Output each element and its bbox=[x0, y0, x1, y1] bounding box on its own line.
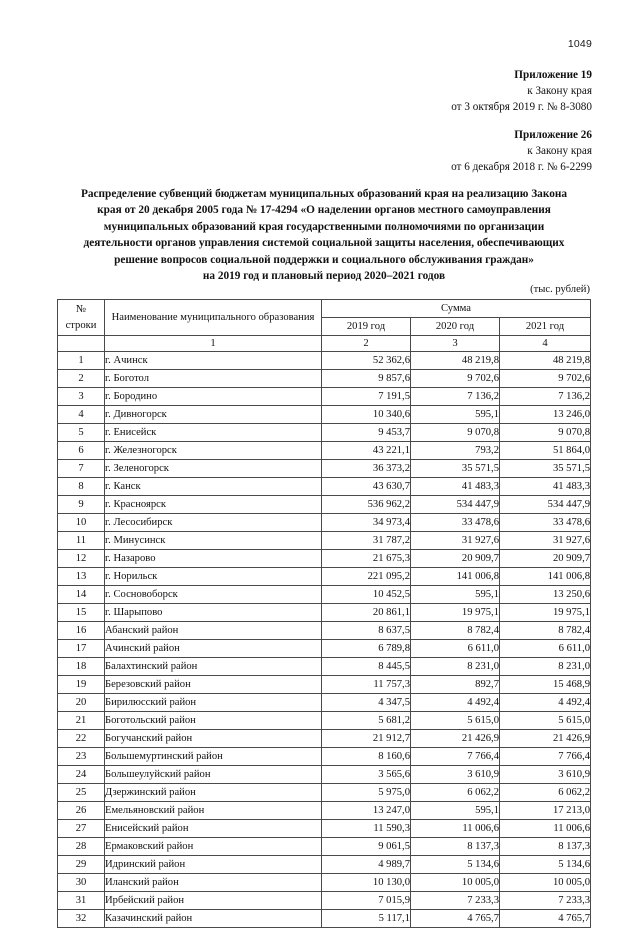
cell-amount-2019: 9 061,5 bbox=[322, 838, 411, 856]
table-row bbox=[58, 784, 591, 802]
title-line: Распределение субвенций бюджетам муниципальных образований края на реализацию Закона bbox=[80, 188, 567, 200]
cell-row-number: 10 bbox=[58, 514, 105, 532]
cell-row-number: 14 bbox=[58, 586, 105, 604]
cell-amount-2020: 8 231,0 bbox=[411, 658, 500, 676]
cell-municipality-name: Идринский район bbox=[105, 856, 322, 874]
cell-amount-2019: 7 015,9 bbox=[322, 892, 411, 910]
cell-municipality-name: г. Канск bbox=[105, 478, 322, 496]
cell-municipality-name: г. Енисейск bbox=[105, 424, 322, 442]
column-header-row-number bbox=[58, 300, 105, 336]
table-row bbox=[58, 802, 591, 820]
appendix-law-line: к Закону края bbox=[527, 144, 592, 157]
table-row bbox=[58, 820, 591, 838]
cell-amount-2019: 52 362,6 bbox=[322, 352, 411, 370]
cell-amount-2020: 8 137,3 bbox=[411, 838, 500, 856]
cell-amount-2021: 8 231,0 bbox=[500, 658, 591, 676]
cell-amount-2019: 8 637,5 bbox=[322, 622, 411, 640]
cell-amount-2020: 793,2 bbox=[411, 442, 500, 460]
cell-amount-2021: 20 909,7 bbox=[500, 550, 591, 568]
title-line: решение вопросов социальной поддержки и социального обслуживания граждан» bbox=[114, 253, 534, 266]
cell-amount-2020: 595,1 bbox=[411, 406, 500, 424]
cell-amount-2019: 34 973,4 bbox=[322, 514, 411, 532]
cell-municipality-name: Большеулуйский район bbox=[105, 766, 322, 784]
column-header-summa: Сумма bbox=[322, 300, 591, 318]
table-row bbox=[58, 730, 591, 748]
cell-amount-2019: 5 681,2 bbox=[322, 712, 411, 730]
cell-row-number: 21 bbox=[58, 712, 105, 730]
cell-row-number: 31 bbox=[58, 892, 105, 910]
cell-amount-2019: 10 130,0 bbox=[322, 874, 411, 892]
cell-municipality-name: г. Ачинск bbox=[105, 352, 322, 370]
cell-row-number: 25 bbox=[58, 784, 105, 802]
column-header-year-2020: 2020 год bbox=[411, 318, 500, 336]
appendix-title: Приложение 19 bbox=[514, 69, 592, 81]
cell-municipality-name: г. Бородино bbox=[105, 388, 322, 406]
cell-amount-2020: 4 492,4 bbox=[411, 694, 500, 712]
cell-row-number: 32 bbox=[58, 910, 105, 928]
cell-amount-2020: 19 975,1 bbox=[411, 604, 500, 622]
units-note: (тыс. рублей) bbox=[530, 284, 590, 295]
appendix-law-line: к Закону края bbox=[527, 84, 592, 97]
cell-row-number: 7 bbox=[58, 460, 105, 478]
cell-amount-2019: 5 117,1 bbox=[322, 910, 411, 928]
cell-municipality-name: Боготольский район bbox=[105, 712, 322, 730]
cell-amount-2020: 9 070,8 bbox=[411, 424, 500, 442]
cell-amount-2021: 17 213,0 bbox=[500, 802, 591, 820]
cell-municipality-name: г. Дивногорск bbox=[105, 406, 322, 424]
column-number-0 bbox=[58, 336, 105, 352]
cell-amount-2020: 6 611,0 bbox=[411, 640, 500, 658]
cell-municipality-name: Енисейский район bbox=[105, 820, 322, 838]
cell-amount-2019: 9 453,7 bbox=[322, 424, 411, 442]
cell-row-number: 22 bbox=[58, 730, 105, 748]
cell-row-number: 12 bbox=[58, 550, 105, 568]
table-row bbox=[58, 460, 591, 478]
column-numbering-row bbox=[58, 336, 591, 352]
cell-amount-2019: 11 757,3 bbox=[322, 676, 411, 694]
cell-municipality-name: г. Назарово bbox=[105, 550, 322, 568]
cell-amount-2019: 10 452,5 bbox=[322, 586, 411, 604]
table-row bbox=[58, 442, 591, 460]
cell-row-number: 3 bbox=[58, 388, 105, 406]
cell-municipality-name: Балахтинский район bbox=[105, 658, 322, 676]
table-row bbox=[58, 388, 591, 406]
table-row bbox=[58, 622, 591, 640]
table-row bbox=[58, 856, 591, 874]
cell-amount-2021: 6 611,0 bbox=[500, 640, 591, 658]
cell-amount-2020: 41 483,3 bbox=[411, 478, 500, 496]
document-title bbox=[54, 186, 594, 284]
cell-row-number: 6 bbox=[58, 442, 105, 460]
table-row bbox=[58, 568, 591, 586]
cell-amount-2019: 536 962,2 bbox=[322, 496, 411, 514]
table-row bbox=[58, 874, 591, 892]
cell-row-number: 11 bbox=[58, 532, 105, 550]
cell-amount-2021: 31 927,6 bbox=[500, 532, 591, 550]
cell-municipality-name: г. Норильск bbox=[105, 568, 322, 586]
cell-amount-2021: 21 426,9 bbox=[500, 730, 591, 748]
cell-amount-2019: 4 347,5 bbox=[322, 694, 411, 712]
cell-municipality-name: Иланский район bbox=[105, 874, 322, 892]
column-header-year-2019: 2019 год bbox=[322, 318, 411, 336]
cell-amount-2019: 11 590,3 bbox=[322, 820, 411, 838]
cell-amount-2020: 7 766,4 bbox=[411, 748, 500, 766]
table-row bbox=[58, 748, 591, 766]
cell-amount-2020: 7 136,2 bbox=[411, 388, 500, 406]
cell-amount-2019: 43 221,1 bbox=[322, 442, 411, 460]
cell-amount-2021: 15 468,9 bbox=[500, 676, 591, 694]
table-row bbox=[58, 352, 591, 370]
cell-amount-2019: 43 630,7 bbox=[322, 478, 411, 496]
cell-municipality-name: Бирилюсский район bbox=[105, 694, 322, 712]
column-header-year-2021: 2021 год bbox=[500, 318, 591, 336]
table-row bbox=[58, 604, 591, 622]
cell-amount-2019: 13 247,0 bbox=[322, 802, 411, 820]
table-row bbox=[58, 766, 591, 784]
table-body bbox=[58, 336, 591, 928]
cell-amount-2020: 11 006,6 bbox=[411, 820, 500, 838]
cell-amount-2020: 595,1 bbox=[411, 586, 500, 604]
cell-amount-2021: 4 492,4 bbox=[500, 694, 591, 712]
column-number-1: 1 bbox=[105, 336, 322, 352]
cell-row-number: 18 bbox=[58, 658, 105, 676]
cell-amount-2019: 4 989,7 bbox=[322, 856, 411, 874]
title-line: на 2019 год и плановый период 2020–2021 годов bbox=[202, 269, 446, 282]
cell-municipality-name: Дзержинский район bbox=[105, 784, 322, 802]
cell-amount-2021: 534 447,9 bbox=[500, 496, 591, 514]
cell-amount-2019: 21 912,7 bbox=[322, 730, 411, 748]
cell-row-number: 9 bbox=[58, 496, 105, 514]
subventions-table bbox=[57, 299, 591, 928]
cell-row-number: 16 bbox=[58, 622, 105, 640]
cell-amount-2020: 8 782,4 bbox=[411, 622, 500, 640]
cell-amount-2020: 35 571,5 bbox=[411, 460, 500, 478]
cell-amount-2020: 5 134,6 bbox=[411, 856, 500, 874]
cell-amount-2021: 3 610,9 bbox=[500, 766, 591, 784]
cell-amount-2021: 11 006,6 bbox=[500, 820, 591, 838]
cell-amount-2021: 8 782,4 bbox=[500, 622, 591, 640]
table-row bbox=[58, 712, 591, 730]
table-row bbox=[58, 406, 591, 424]
cell-row-number: 8 bbox=[58, 478, 105, 496]
column-header-municipality-name: Наименование муниципального образования bbox=[105, 300, 322, 336]
cell-amount-2020: 7 233,3 bbox=[411, 892, 500, 910]
cell-amount-2021: 7 766,4 bbox=[500, 748, 591, 766]
table-row bbox=[58, 514, 591, 532]
column-header-row-number-line2: строки bbox=[65, 319, 97, 331]
table-row bbox=[58, 424, 591, 442]
cell-municipality-name: г. Зеленогорск bbox=[105, 460, 322, 478]
appendix-date-line: от 6 декабря 2018 г. № 6-2299 bbox=[451, 160, 592, 173]
cell-amount-2021: 10 005,0 bbox=[500, 874, 591, 892]
cell-amount-2021: 13 246,0 bbox=[500, 406, 591, 424]
cell-row-number: 30 bbox=[58, 874, 105, 892]
cell-amount-2019: 8 445,5 bbox=[322, 658, 411, 676]
cell-row-number: 23 bbox=[58, 748, 105, 766]
cell-amount-2019: 7 191,5 bbox=[322, 388, 411, 406]
cell-amount-2019: 21 675,3 bbox=[322, 550, 411, 568]
column-number-4: 4 bbox=[500, 336, 591, 352]
cell-row-number: 20 bbox=[58, 694, 105, 712]
cell-amount-2021: 48 219,8 bbox=[500, 352, 591, 370]
appendix-title: Приложение 26 bbox=[514, 129, 592, 141]
cell-amount-2020: 31 927,6 bbox=[411, 532, 500, 550]
cell-municipality-name: г. Красноярск bbox=[105, 496, 322, 514]
cell-municipality-name: г. Боготол bbox=[105, 370, 322, 388]
column-number-3: 3 bbox=[411, 336, 500, 352]
cell-municipality-name: г. Железногорск bbox=[105, 442, 322, 460]
cell-amount-2019: 3 565,6 bbox=[322, 766, 411, 784]
table-row bbox=[58, 676, 591, 694]
appendix-date-line: от 3 октября 2019 г. № 8-3080 bbox=[451, 100, 592, 113]
cell-row-number: 29 bbox=[58, 856, 105, 874]
table-row bbox=[58, 694, 591, 712]
cell-municipality-name: Ермаковский район bbox=[105, 838, 322, 856]
cell-amount-2021: 5 615,0 bbox=[500, 712, 591, 730]
cell-municipality-name: Абанский район bbox=[105, 622, 322, 640]
table-row bbox=[58, 838, 591, 856]
table-row bbox=[58, 532, 591, 550]
cell-amount-2019: 10 340,6 bbox=[322, 406, 411, 424]
cell-municipality-name: Богучанский район bbox=[105, 730, 322, 748]
cell-amount-2019: 20 861,1 bbox=[322, 604, 411, 622]
cell-municipality-name: Емельяновский район bbox=[105, 802, 322, 820]
cell-amount-2020: 4 765,7 bbox=[411, 910, 500, 928]
table-row bbox=[58, 586, 591, 604]
cell-amount-2021: 13 250,6 bbox=[500, 586, 591, 604]
cell-amount-2021: 33 478,6 bbox=[500, 514, 591, 532]
cell-row-number: 2 bbox=[58, 370, 105, 388]
cell-municipality-name: Большемуртинский район bbox=[105, 748, 322, 766]
cell-row-number: 17 bbox=[58, 640, 105, 658]
table-row bbox=[58, 640, 591, 658]
cell-row-number: 13 bbox=[58, 568, 105, 586]
cell-amount-2021: 41 483,3 bbox=[500, 478, 591, 496]
cell-municipality-name: Ирбейский район bbox=[105, 892, 322, 910]
cell-amount-2019: 31 787,2 bbox=[322, 532, 411, 550]
table-header bbox=[58, 300, 591, 336]
cell-row-number: 15 bbox=[58, 604, 105, 622]
cell-municipality-name: г. Сосновоборск bbox=[105, 586, 322, 604]
table-header-row-main bbox=[58, 300, 591, 318]
cell-amount-2020: 9 702,6 bbox=[411, 370, 500, 388]
table-row bbox=[58, 658, 591, 676]
cell-amount-2020: 892,7 bbox=[411, 676, 500, 694]
cell-amount-2020: 48 219,8 bbox=[411, 352, 500, 370]
cell-amount-2020: 21 426,9 bbox=[411, 730, 500, 748]
title-line: края от 20 декабря 2005 года № 17-4294 «О наделении органов местного самоуправления bbox=[97, 204, 551, 217]
cell-amount-2019: 8 160,6 bbox=[322, 748, 411, 766]
cell-amount-2021: 9 702,6 bbox=[500, 370, 591, 388]
cell-amount-2020: 5 615,0 bbox=[411, 712, 500, 730]
table-row bbox=[58, 496, 591, 514]
cell-amount-2020: 595,1 bbox=[411, 802, 500, 820]
cell-amount-2020: 534 447,9 bbox=[411, 496, 500, 514]
appendix-block-19 bbox=[451, 68, 592, 116]
table-row bbox=[58, 892, 591, 910]
cell-amount-2021: 7 233,3 bbox=[500, 892, 591, 910]
table-row bbox=[58, 478, 591, 496]
cell-amount-2019: 9 857,6 bbox=[322, 370, 411, 388]
title-line: муниципальных образований края государственными полномочиями по организации bbox=[103, 220, 545, 233]
cell-municipality-name: г. Лесосибирск bbox=[105, 514, 322, 532]
appendix-block-26 bbox=[451, 128, 592, 176]
cell-amount-2019: 221 095,2 bbox=[322, 568, 411, 586]
column-number-2: 2 bbox=[322, 336, 411, 352]
cell-amount-2021: 6 062,2 bbox=[500, 784, 591, 802]
cell-municipality-name: Казачинский район bbox=[105, 910, 322, 928]
cell-amount-2020: 6 062,2 bbox=[411, 784, 500, 802]
cell-amount-2019: 5 975,0 bbox=[322, 784, 411, 802]
cell-row-number: 24 bbox=[58, 766, 105, 784]
cell-amount-2020: 3 610,9 bbox=[411, 766, 500, 784]
cell-amount-2020: 10 005,0 bbox=[411, 874, 500, 892]
cell-amount-2021: 19 975,1 bbox=[500, 604, 591, 622]
cell-row-number: 28 bbox=[58, 838, 105, 856]
cell-row-number: 27 bbox=[58, 820, 105, 838]
cell-row-number: 5 bbox=[58, 424, 105, 442]
column-header-row-number-line1: № bbox=[75, 303, 87, 315]
cell-municipality-name: Ачинский район bbox=[105, 640, 322, 658]
cell-row-number: 19 bbox=[58, 676, 105, 694]
cell-amount-2021: 35 571,5 bbox=[500, 460, 591, 478]
cell-amount-2021: 9 070,8 bbox=[500, 424, 591, 442]
cell-municipality-name: Березовский район bbox=[105, 676, 322, 694]
cell-municipality-name: г. Минусинск bbox=[105, 532, 322, 550]
cell-amount-2020: 141 006,8 bbox=[411, 568, 500, 586]
cell-amount-2020: 20 909,7 bbox=[411, 550, 500, 568]
cell-amount-2021: 4 765,7 bbox=[500, 910, 591, 928]
cell-amount-2019: 6 789,8 bbox=[322, 640, 411, 658]
cell-amount-2021: 7 136,2 bbox=[500, 388, 591, 406]
cell-amount-2021: 5 134,6 bbox=[500, 856, 591, 874]
table-row bbox=[58, 910, 591, 928]
title-line: деятельности органов управления системой социальной защиты населения, обеспечивающих bbox=[83, 237, 565, 250]
cell-amount-2019: 36 373,2 bbox=[322, 460, 411, 478]
cell-amount-2021: 141 006,8 bbox=[500, 568, 591, 586]
table-row bbox=[58, 370, 591, 388]
cell-row-number: 1 bbox=[58, 352, 105, 370]
cell-municipality-name: г. Шарыпово bbox=[105, 604, 322, 622]
table-row bbox=[58, 550, 591, 568]
page-number: 1049 bbox=[567, 38, 592, 50]
cell-amount-2020: 33 478,6 bbox=[411, 514, 500, 532]
cell-row-number: 4 bbox=[58, 406, 105, 424]
subventions-table-wrapper bbox=[57, 299, 590, 928]
cell-row-number: 26 bbox=[58, 802, 105, 820]
cell-amount-2021: 8 137,3 bbox=[500, 838, 591, 856]
cell-amount-2021: 51 864,0 bbox=[500, 442, 591, 460]
